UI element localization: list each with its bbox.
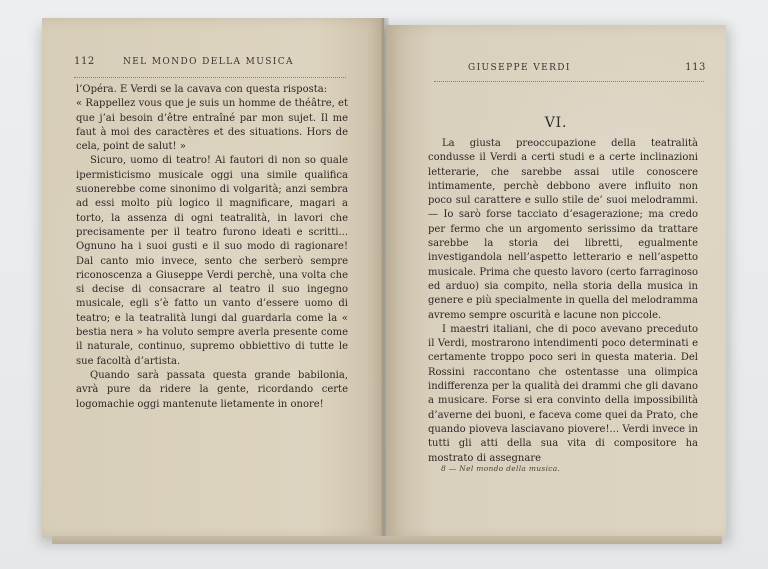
left-page-header bbox=[74, 56, 346, 67]
right-page-text bbox=[428, 137, 698, 466]
right-paragraph-1: La giusta preoccupazione della teatralità condusse il Verdi a certi studi e a certe inclinazioni letterarie, che sarebbe assai utile conoscere intimamente, perchè debbono avere influito non poco sul carattere e sullo stile de’ suoi melodrammi. — Io sarò forse tacciato d’esagerazione; ma credo per fermo che un argomento serissimo da trattare sarebbe la storia dei libretti, egualmente investigandola nell’aspetto letterario e nell’aspetto musicale. Prima che questo lavoro (certo farraginoso ed arduo) sia compito, nella storia della musica in genere e più specialmente in quella del melodramma avremo sempre oscurità e lacune non piccole. bbox=[428, 138, 698, 321]
left-running-title: NEL MONDO DELLA MUSICA bbox=[122, 56, 294, 67]
right-page-header bbox=[468, 62, 706, 73]
right-running-title: GIUSEPPE VERDI bbox=[468, 62, 571, 73]
left-paragraph-4: Quando sarà passata questa grande babilonia, avrà pure da ridere la gente, ricordando certe logomachie oggi mantenute lietamente in onore! bbox=[76, 369, 348, 410]
section-title: VI. bbox=[544, 115, 568, 131]
left-paragraph-1: l’Opéra. E Verdi se la cavava con questa risposta: bbox=[76, 84, 328, 95]
right-paragraph-2: I maestri italiani, che di poco avevano preceduto il Verdi, mostrarono intendimenti poco determinati e certamente troppo poco seri in questa materia. Del Rossini raccontano che ostentasse una olimpica indifferenza per la qualità dei drammi che gli davano a musicare. Forse si era convinto della impossibilità d’averne dei buoni, e faceva come quei da Prato, che quando pioveva lasciavano piovere!... Verdi invece in tutti gli atti della sua vita di compositore ha mostrato di assegnare bbox=[428, 323, 698, 464]
footnote: 8 — Nel mondo della musica. bbox=[441, 464, 561, 473]
left-page bbox=[42, 18, 384, 538]
left-page-text bbox=[76, 83, 348, 412]
left-paragraph-2: « Rappellez vous que je suis un homme de théâtre, et que j’ai besoin d’être entraîné par mon sujet. Il me faut à moi des caractères et des situations. Hors de cela, point de salut! » bbox=[76, 98, 348, 153]
right-header-rule bbox=[434, 81, 704, 82]
left-page-number: 112 bbox=[74, 56, 95, 67]
left-paragraph-3: Sicuro, uomo di teatro! Ai fautori di non so quale ipermisticismo musicale oggi una simile qualifica suonerebbe come sinonimo di volgarità; anzi sembra ad essi molto più logico il magnificare, magari a torto, la assenza di ogni teatralità, in lavori che precisamente per il teatro furono ideati e scritti... Ognuno ha i suoi gusti e il suo modo di ragionare! Dal canto mio invece, sento che serberò sempre riconoscenza a Giuseppe Verdi perchè, una volta che si decise di consacrare al teatro il suo ingegno musicale, egli s’è fatto un vanto d’essere uomo di teatro; e la teatralità lungi dal guardarla come la « bestia nera » ha voluto sempre averla presente come il naturale, continuo, supremo obbiettivo di tutte le sue facoltà d’artista. bbox=[76, 155, 348, 367]
right-page-number: 113 bbox=[685, 62, 706, 73]
right-page bbox=[386, 25, 726, 538]
page-edge-bottom bbox=[52, 536, 722, 544]
left-header-rule bbox=[74, 77, 346, 78]
